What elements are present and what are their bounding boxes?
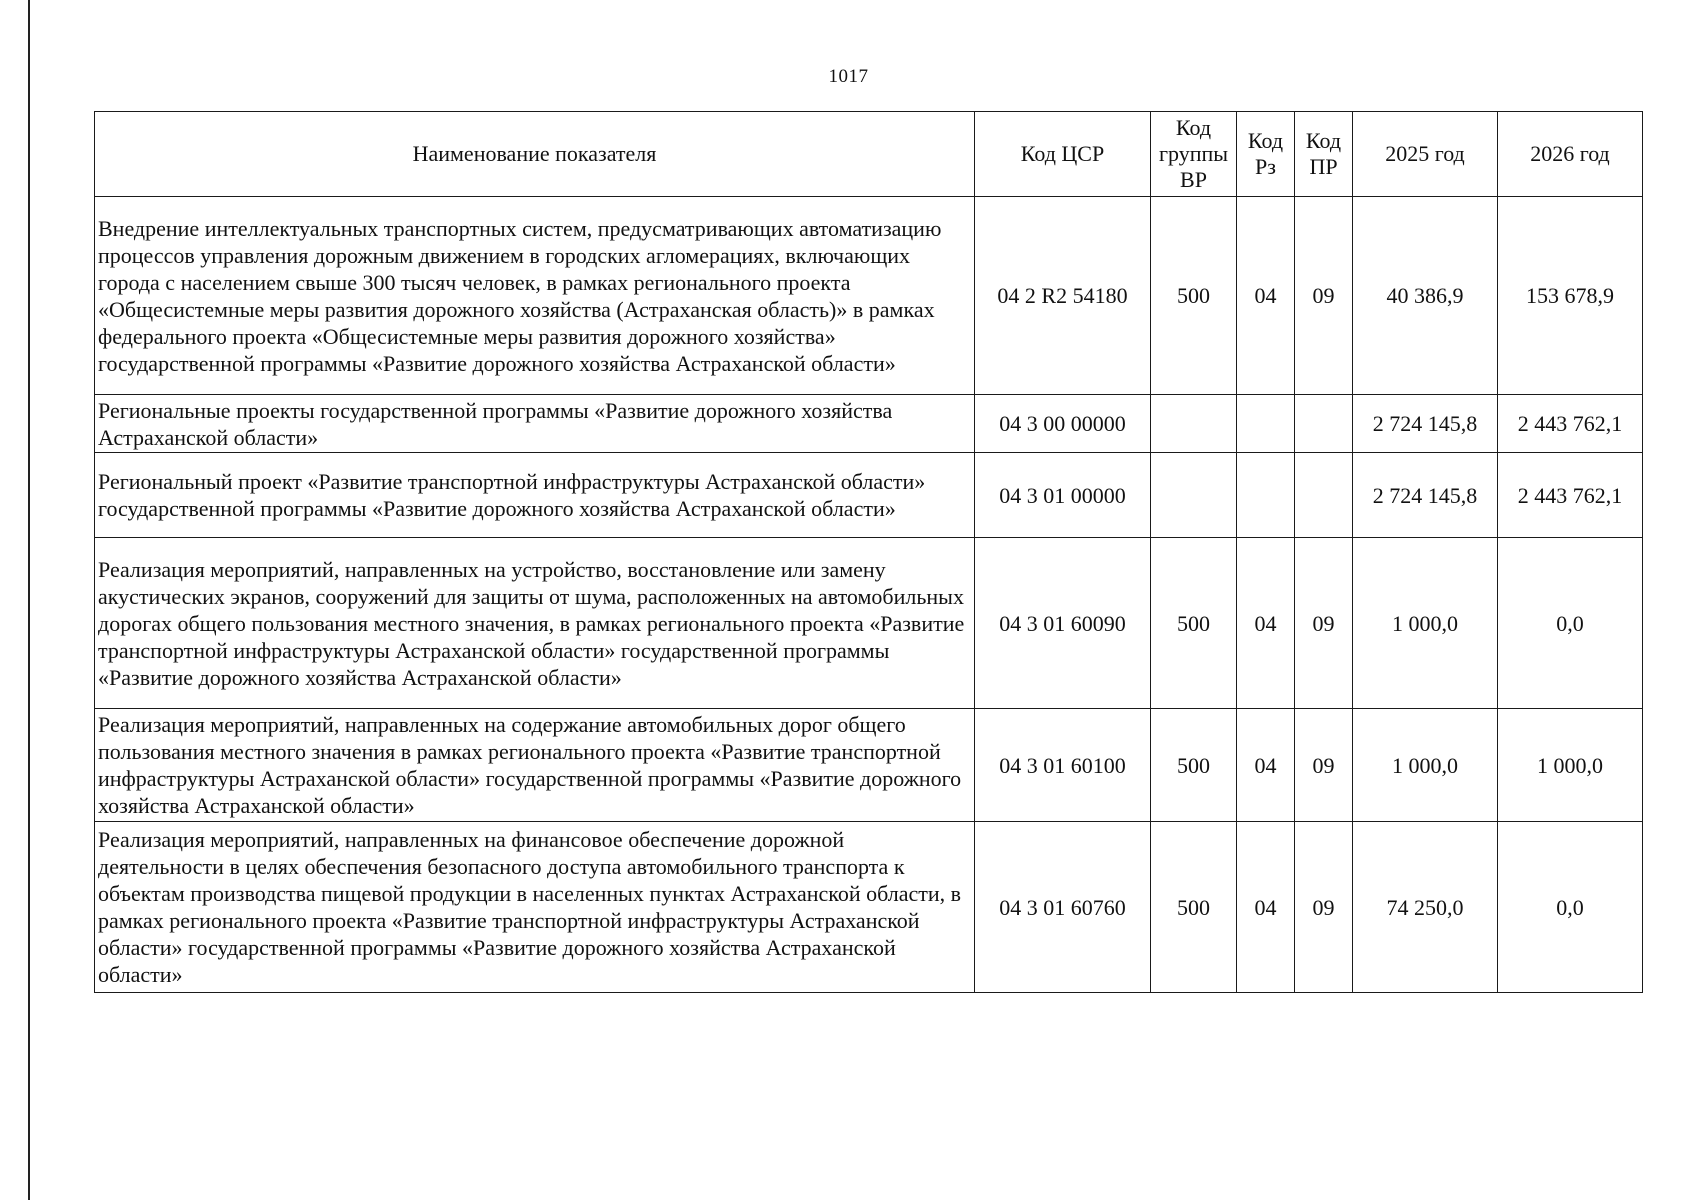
cell-year-2026: 2 443 762,1 bbox=[1498, 395, 1643, 453]
cell-year-2026: 2 443 762,1 bbox=[1498, 453, 1643, 538]
cell-csr-code: 04 3 01 00000 bbox=[975, 453, 1151, 538]
cell-pr-code bbox=[1295, 395, 1353, 453]
table-row bbox=[95, 453, 1643, 538]
header-year-2025: 2025 год bbox=[1353, 112, 1498, 197]
cell-rz-code bbox=[1237, 453, 1295, 538]
cell-year-2025: 2 724 145,8 bbox=[1353, 395, 1498, 453]
page-number: 1017 bbox=[828, 66, 869, 87]
cell-vr-code bbox=[1151, 453, 1237, 538]
cell-name: Реализация мероприятий, направленных на финансовое обеспечение дорожной деятельности в целях обеспечения безопасного доступа автомобильного транспорта к объектам производства пищевой продукции в населенных пунктах Астраханской области, в рамках регионального проекта «Развитие транспортной инфраструктуры Астраханской области» государственной программы «Развитие дорожного хозяйства Астраханской области» bbox=[95, 822, 975, 993]
cell-vr-code: 500 bbox=[1151, 822, 1237, 993]
cell-pr-code: 09 bbox=[1295, 709, 1353, 822]
table-row bbox=[95, 197, 1643, 395]
cell-pr-code: 09 bbox=[1295, 197, 1353, 395]
cell-year-2026: 0,0 bbox=[1498, 822, 1643, 993]
cell-rz-code: 04 bbox=[1237, 197, 1295, 395]
cell-name: Региональные проекты государственной программы «Развитие дорожного хозяйства Астраханской области» bbox=[95, 395, 975, 453]
budget-table bbox=[94, 111, 1643, 993]
header-pr-code: Код ПР bbox=[1295, 112, 1353, 197]
header-vr-code: Код группы ВР bbox=[1151, 112, 1237, 197]
header-year-2026: 2026 год bbox=[1498, 112, 1643, 197]
cell-csr-code: 04 3 01 60760 bbox=[975, 822, 1151, 993]
table-row bbox=[95, 538, 1643, 709]
cell-name: Региональный проект «Развитие транспортной инфраструктуры Астраханской области» государственной программы «Развитие дорожного хозяйства Астраханской области» bbox=[95, 453, 975, 538]
cell-name: Реализация мероприятий, направленных на устройство, восстановление или замену акустических экранов, сооружений для защиты от шума, расположенных на автомобильных дорогах общего пользования местного значения, в рамках регионального проекта «Развитие транспортной инфраструктуры Астраханской области» государственной программы «Развитие дорожного хозяйства Астраханской области» bbox=[95, 538, 975, 709]
cell-csr-code: 04 3 00 00000 bbox=[975, 395, 1151, 453]
cell-csr-code: 04 2 R2 54180 bbox=[975, 197, 1151, 395]
cell-vr-code bbox=[1151, 395, 1237, 453]
cell-year-2025: 1 000,0 bbox=[1353, 538, 1498, 709]
cell-year-2025: 2 724 145,8 bbox=[1353, 453, 1498, 538]
cell-name: Внедрение интеллектуальных транспортных систем, предусматривающих автоматизацию процессов управления дорожным движением в городских агломерациях, включающих города с населением свыше 300 тысяч человек, в рамках регионального проекта «Общесистемные меры развития дорожного хозяйства (Астраханская область)» в рамках федерального проекта «Общесистемные меры развития дорожного хозяйства» государственной программы «Развитие дорожного хозяйства Астраханской области» bbox=[95, 197, 975, 395]
cell-pr-code: 09 bbox=[1295, 538, 1353, 709]
header-rz-code: Код Рз bbox=[1237, 112, 1295, 197]
cell-pr-code bbox=[1295, 453, 1353, 538]
cell-rz-code: 04 bbox=[1237, 709, 1295, 822]
cell-vr-code: 500 bbox=[1151, 538, 1237, 709]
cell-rz-code bbox=[1237, 395, 1295, 453]
cell-vr-code: 500 bbox=[1151, 197, 1237, 395]
cell-year-2026: 0,0 bbox=[1498, 538, 1643, 709]
cell-year-2026: 1 000,0 bbox=[1498, 709, 1643, 822]
table-row bbox=[95, 395, 1643, 453]
header-name: Наименование показателя bbox=[95, 112, 975, 197]
cell-name: Реализация мероприятий, направленных на содержание автомобильных дорог общего пользования местного значения в рамках регионального проекта «Развитие транспортной инфраструктуры Астраханской области» государственной программы «Развитие дорожного хозяйства Астраханской области» bbox=[95, 709, 975, 822]
cell-vr-code: 500 bbox=[1151, 709, 1237, 822]
cell-csr-code: 04 3 01 60090 bbox=[975, 538, 1151, 709]
cell-year-2025: 74 250,0 bbox=[1353, 822, 1498, 993]
cell-year-2025: 1 000,0 bbox=[1353, 709, 1498, 822]
cell-rz-code: 04 bbox=[1237, 822, 1295, 993]
table-row bbox=[95, 822, 1643, 993]
table-row bbox=[95, 709, 1643, 822]
binding-margin-line bbox=[28, 0, 30, 1200]
cell-csr-code: 04 3 01 60100 bbox=[975, 709, 1151, 822]
header-csr-code: Код ЦСР bbox=[975, 112, 1151, 197]
cell-year-2026: 153 678,9 bbox=[1498, 197, 1643, 395]
table-header-row bbox=[95, 112, 1643, 197]
cell-rz-code: 04 bbox=[1237, 538, 1295, 709]
cell-year-2025: 40 386,9 bbox=[1353, 197, 1498, 395]
cell-pr-code: 09 bbox=[1295, 822, 1353, 993]
